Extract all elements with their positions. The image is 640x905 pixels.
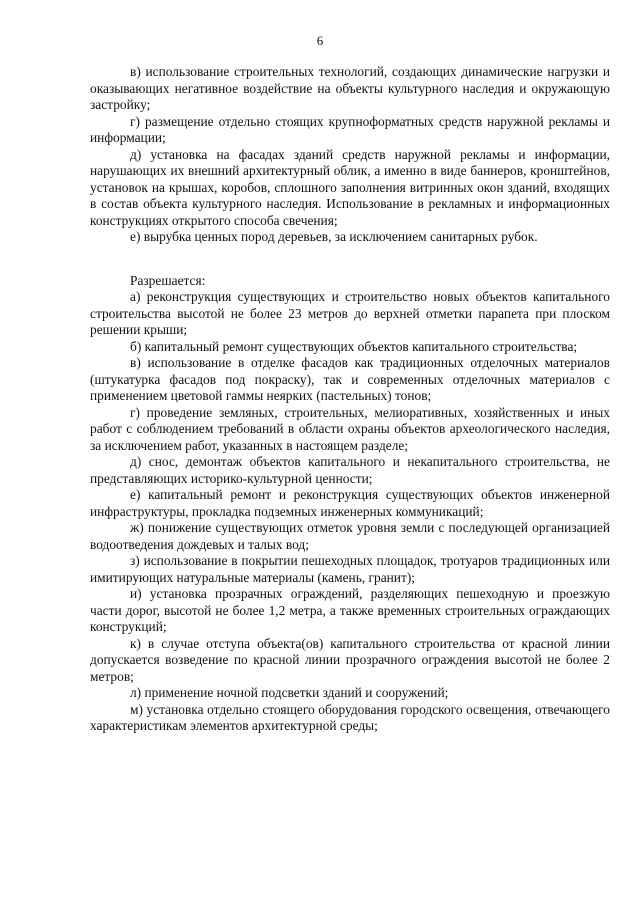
allowed-item-i: и) установка прозрачных ограждений, разделяющих пешеходную и проезжую части дорог, высотой не более 1,2 метра, а также временных строительных ограждающих конструкций; — [90, 586, 610, 634]
allowed-item-d: д) снос, демонтаж объектов капитального и некапитального строительства, не представляющих историко-культурной ценности; — [90, 454, 610, 486]
allowed-item-zh: ж) понижение существующих отметок уровня земли с последующей организацией водоотведения дождевых и талых вод; — [90, 520, 610, 552]
allowed-heading: Разрешается: — [130, 272, 206, 288]
prohibited-item-v: в) использование строительных технологий, создающих динамические нагрузки и оказывающих негативное воздействие на объекты культурного наследия и окружающую застройку; — [90, 64, 610, 112]
page-number: 6 — [316, 33, 324, 48]
allowed-item-b: б) капитальный ремонт существующих объектов капитального строительства; — [130, 338, 578, 354]
allowed-item-g: г) проведение земляных, строительных, мелиоративных, хозяйственных и иных работ с соблюдением требований в области охраны объектов археологического наследия, за исключением работ, указанных в настоящем разделе; — [90, 404, 610, 453]
allowed-item-z: з) использование в покрытии пешеходных площадок, тротуаров традиционных или имитирующих натуральные материалы (камень, гранит); — [90, 553, 610, 585]
allowed-item-e: е) капитальный ремонт и реконструкция существующих объектов инженерной инфраструктуры, прокладка подземных инженерных коммуникаций; — [90, 487, 610, 519]
prohibited-item-g: г) размещение отдельно стоящих крупноформатных средств наружной рекламы и информации; — [90, 113, 610, 145]
allowed-item-k: к) в случае отступа объекта(ов) капитального строительства от красной линии допускается возведение по красной линии прозрачного ограждения высотой не более 2 метров; — [90, 635, 610, 684]
page-body — [90, 64, 610, 735]
prohibited-item-d: д) установка на фасадах зданий средств наружной рекламы и информации, нарушающих их внешний архитектурный облик, а именно в виде баннеров, кронштейнов, установок на крышах, коробов, сплошного заполнения витринных окон зданий, входящих в состав объекта культурного наследия. Использование в рекламных и информационных конструкциях открытого способа свечения; — [90, 146, 610, 228]
allowed-item-m: м) установка отдельно стоящего оборудования городского освещения, отвечающего характеристикам элементов архитектурной среды; — [90, 701, 610, 733]
prohibited-item-e: е) вырубка ценных пород деревьев, за исключением санитарных рубок. — [130, 229, 538, 244]
allowed-item-a: а) реконструкция существующих и строительство новых объектов капитального строительства высотой не более 23 метров до верхней отметки парапета при плоском решении крыши; — [90, 289, 610, 337]
allowed-item-v: в) использование в отделке фасадов как традиционных отделочных материалов (штукатурка фасадов под покраску), так и современных отделочных материалов с применением цветовой гаммы неярких (пастельных) тонов; — [90, 355, 610, 403]
allowed-item-l: л) применение ночной подсветки зданий и сооружений; — [130, 685, 449, 700]
